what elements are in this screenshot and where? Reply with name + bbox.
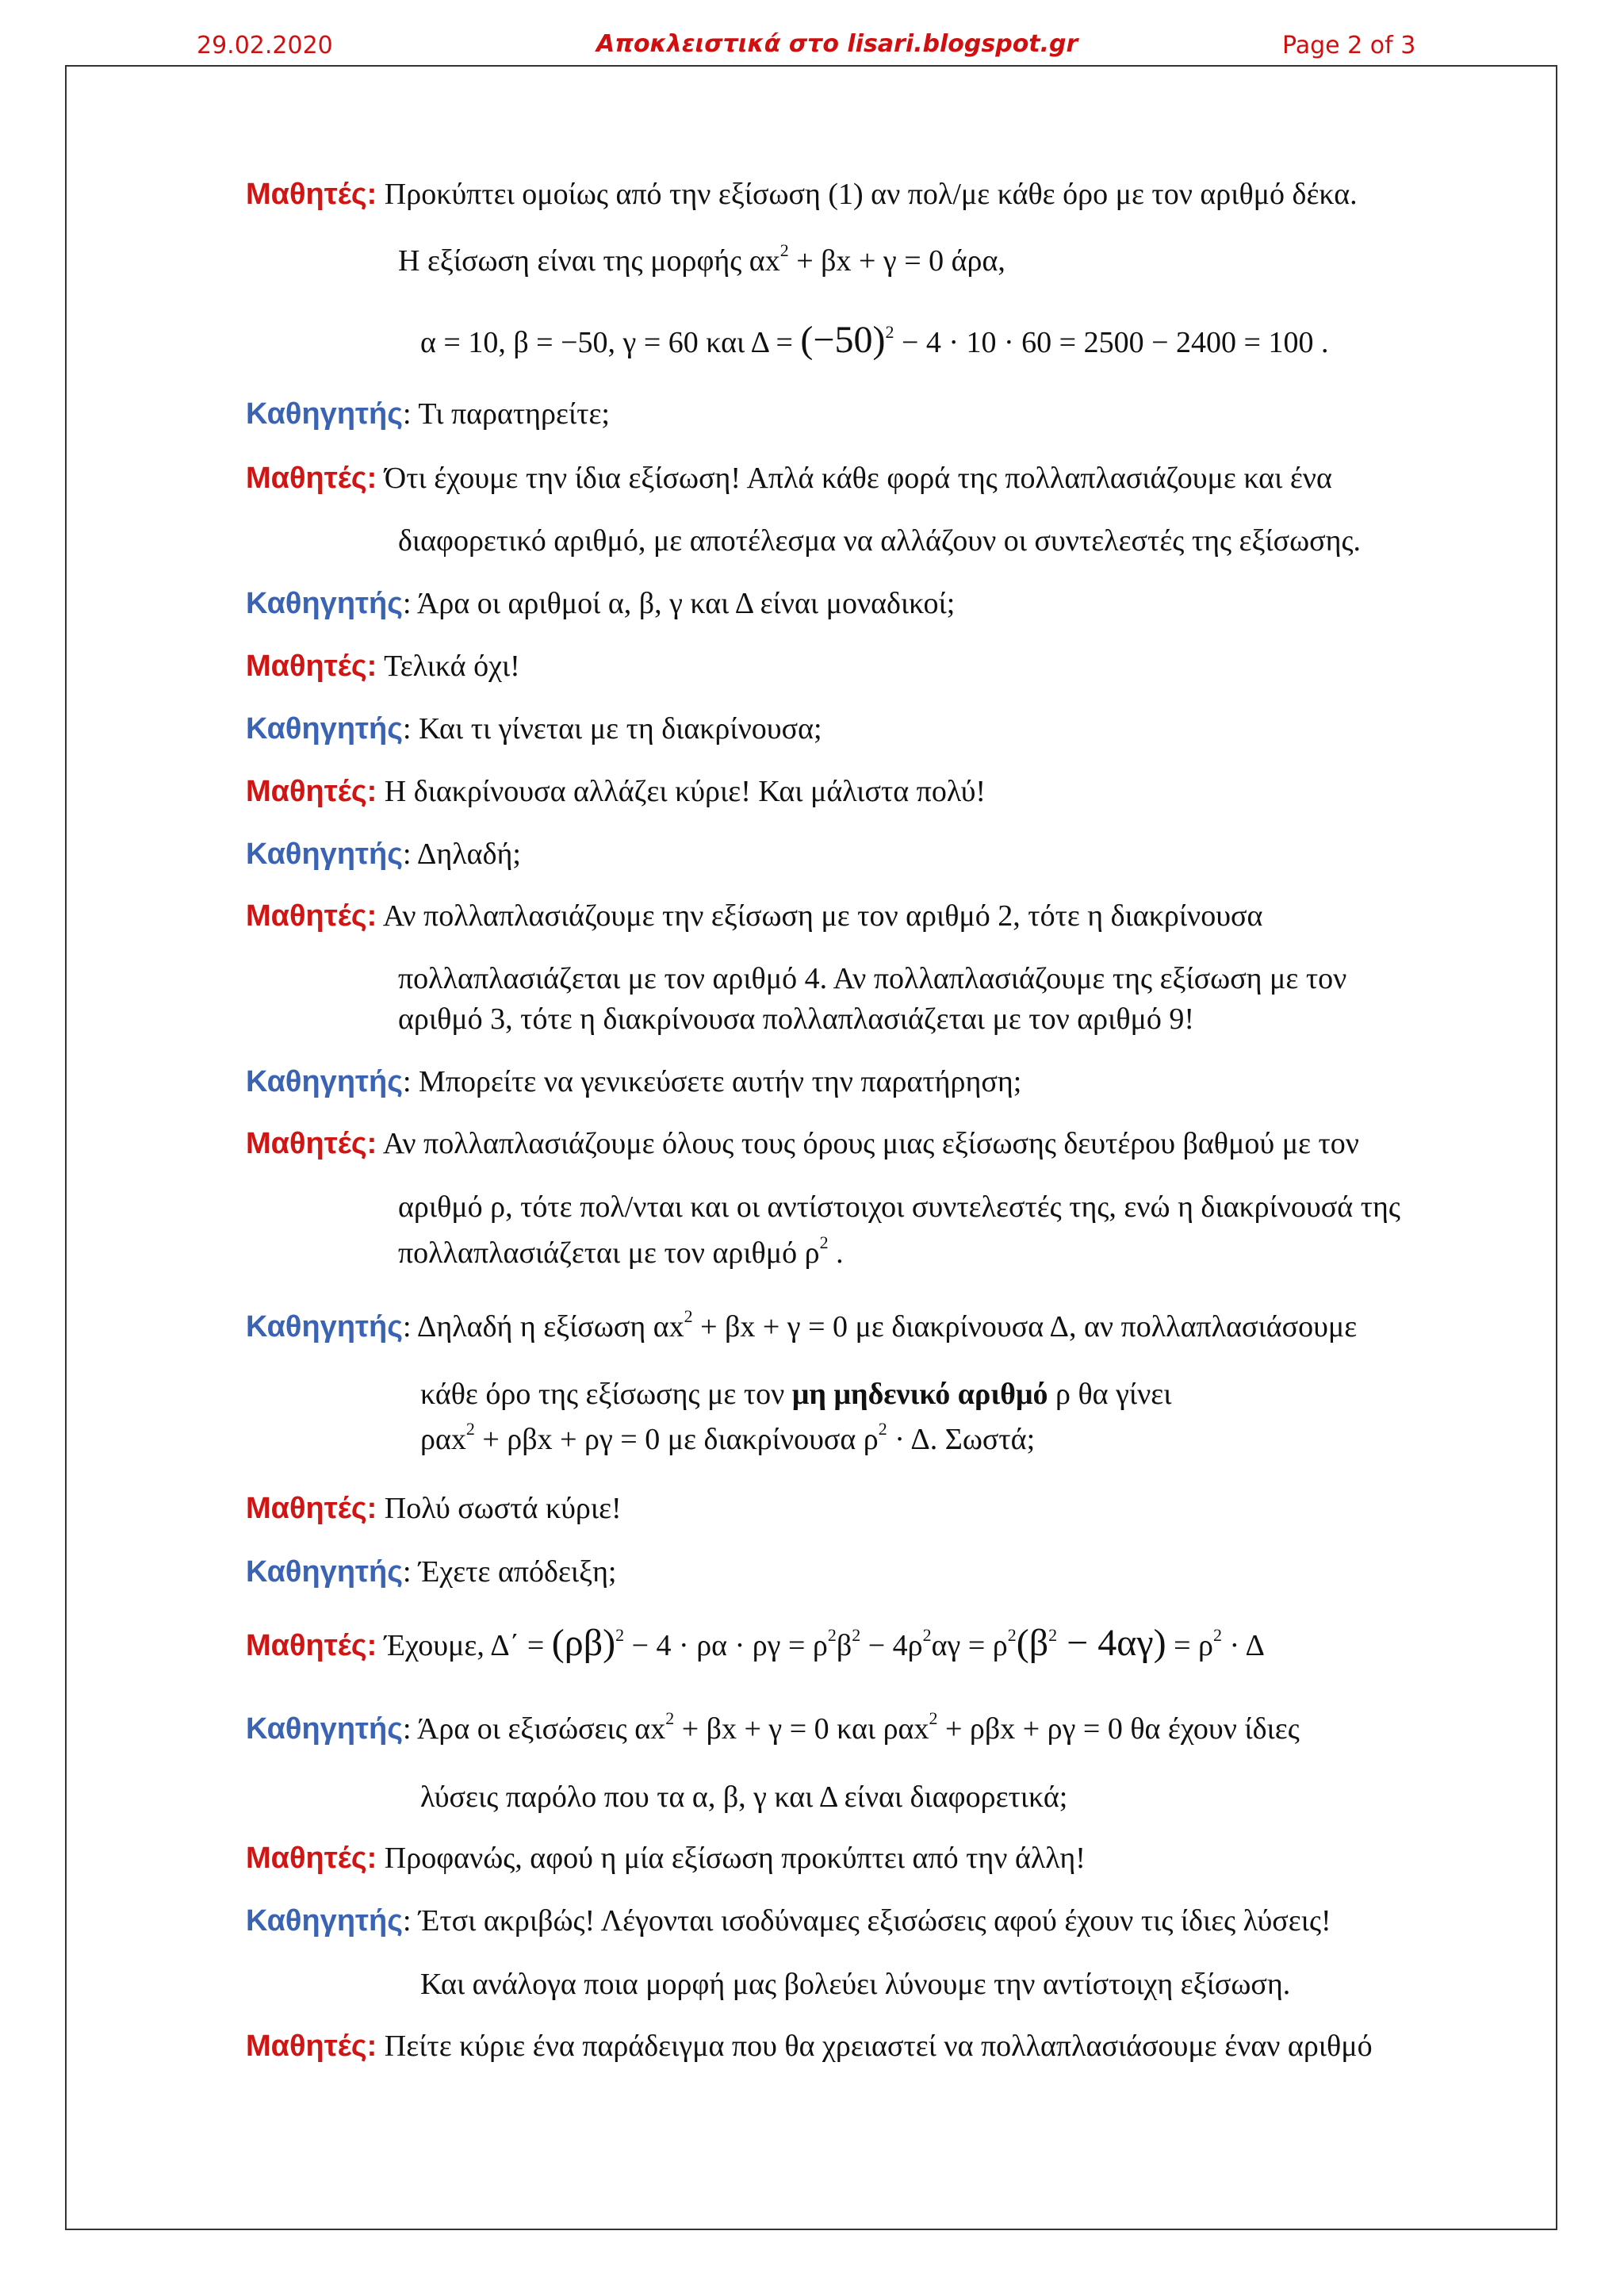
math: − 4αγ) xyxy=(1057,1622,1166,1664)
dialogue-line xyxy=(398,1232,844,1271)
line-text: ρ θα γίνει xyxy=(1048,1378,1172,1411)
speaker-teacher: Καθηγητής xyxy=(246,712,403,746)
line-text: διαφορετικό αριθμό, με αποτέλεσμα να αλλάζουν οι συντελεστές της εξίσωσης. xyxy=(398,524,1362,558)
dialogue-line xyxy=(246,837,521,872)
dialogue-line xyxy=(246,1903,1331,1938)
emphasis: μη μηδενικό αριθμό xyxy=(791,1378,1048,1411)
dialogue-line xyxy=(246,586,955,621)
math: − 4 · 10 · 60 = 2500 − 2400 = 100 . xyxy=(894,326,1329,359)
line-text: Και ανάλογα ποια μορφή μας βολεύει λύνουμε την αντίστοιχη εξίσωση. xyxy=(420,1968,1291,2001)
line-text: αριθμό ρ, τότε πολ/νται και οι αντίστοιχοι συντελεστές της, ενώ η διακρίνουσά της xyxy=(398,1190,1400,1224)
speaker-student: Μαθητές: xyxy=(246,1492,377,1525)
dialogue-line xyxy=(398,523,1361,558)
math: (ρβ) xyxy=(551,1622,616,1664)
dialogue-line xyxy=(246,1306,1358,1344)
math: − 4ρ xyxy=(860,1629,923,1662)
dialogue-line xyxy=(246,1622,1265,1664)
dialogue-line xyxy=(246,461,1332,496)
speaker-teacher: Καθηγητής xyxy=(246,1065,403,1098)
line-text: λύσεις παρόλο που τα α, β, γ και Δ είναι διαφορετικά; xyxy=(420,1780,1068,1814)
line-text: : Τι παρατηρείτε; xyxy=(402,397,610,431)
superscript: 2 xyxy=(1007,1625,1017,1645)
superscript: 2 xyxy=(615,1625,625,1645)
line-text: Ότι έχουμε την ίδια εξίσωση! Απλά κάθε φορά της πολλαπλασιάζουμε και ένα xyxy=(384,462,1332,495)
superscript: 2 xyxy=(819,1232,829,1252)
speaker-student: Μαθητές: xyxy=(246,178,377,211)
math: (β xyxy=(1016,1622,1049,1664)
line-text: + βx + γ = 0 και ραx xyxy=(674,1712,929,1746)
math: αγ = ρ xyxy=(931,1629,1008,1662)
dialogue-line xyxy=(246,711,822,746)
superscript: 2 xyxy=(1212,1625,1222,1645)
dialogue-line xyxy=(398,240,1005,278)
dialogue-line xyxy=(246,2029,1373,2064)
math: · Δ. Σωστά; xyxy=(887,1423,1036,1456)
header-page-number: Page 2 of 3 xyxy=(1282,32,1416,59)
math: (−50) xyxy=(800,319,886,361)
line-text: : Έτσι ακριβώς! Λέγονται ισοδύναμες εξισώσεις αφού έχουν τις ίδιες λύσεις! xyxy=(402,1904,1331,1938)
line-text: + ρβx + ργ = 0 θα έχουν ίδιες xyxy=(937,1712,1300,1746)
speaker-student: Μαθητές: xyxy=(246,899,377,933)
line-text: Η εξίσωση είναι της μορφής xyxy=(398,244,749,278)
line-text: . xyxy=(828,1236,844,1270)
math: ραx xyxy=(420,1423,466,1456)
line-text: Τελικά όχι! xyxy=(384,650,520,683)
line-text: αριθμό 3, τότε η διακρίνουσα πολλαπλασιάζεται με τον αριθμό 9! xyxy=(398,1002,1195,1036)
page-header xyxy=(0,27,1624,67)
dialogue-line xyxy=(246,1126,1359,1161)
dialogue-line xyxy=(246,1708,1300,1746)
dialogue-line xyxy=(398,961,1346,996)
speaker-teacher: Καθηγητής xyxy=(246,1310,403,1343)
speaker-teacher: Καθηγητής xyxy=(246,838,403,871)
line-text: : Μπορείτε να γενικεύσετε αυτήν την παρατήρηση; xyxy=(402,1065,1022,1098)
speaker-teacher: Καθηγητής xyxy=(246,1712,403,1746)
line-text: : Δηλαδή η εξίσωση αx xyxy=(402,1310,684,1343)
line-text: άρα, xyxy=(944,244,1005,278)
math-line xyxy=(420,319,1329,361)
superscript: 2 xyxy=(922,1625,932,1645)
line-text: Η διακρίνουσα αλλάζει κύριε! Και μάλιστα πολύ! xyxy=(384,775,986,808)
dialogue-line xyxy=(246,1491,622,1526)
line-text: κάθε όρο της εξίσωσης με τον xyxy=(420,1378,792,1411)
superscript: 2 xyxy=(827,1625,837,1645)
header-date: 29.02.2020 xyxy=(197,32,333,59)
line-text: : Άρα οι εξισώσεις αx xyxy=(402,1712,666,1746)
math-line xyxy=(420,1419,1036,1457)
superscript: 2 xyxy=(885,322,894,342)
dialogue-line xyxy=(246,649,520,684)
math: · Δ xyxy=(1221,1629,1265,1662)
superscript: 2 xyxy=(779,240,789,260)
line-text: : Δηλαδή; xyxy=(402,838,521,871)
line-text: Αν πολλαπλασιάζουμε όλους τους όρους μιας εξίσωσης δευτέρου βαθμού με τον xyxy=(382,1127,1359,1160)
dialogue-line xyxy=(246,1064,1021,1099)
dialogue-line xyxy=(246,1554,617,1589)
superscript: 2 xyxy=(852,1625,861,1645)
math: = ρ xyxy=(1166,1629,1213,1662)
speaker-student: Μαθητές: xyxy=(246,650,377,683)
dialogue-line xyxy=(398,1190,1400,1225)
speaker-student: Μαθητές: xyxy=(246,1842,377,1875)
superscript: 2 xyxy=(465,1419,475,1439)
superscript: 2 xyxy=(929,1708,938,1728)
dialogue-line xyxy=(246,774,986,809)
speaker-teacher: Καθηγητής xyxy=(246,587,403,620)
line-text: : Έχετε απόδειξη; xyxy=(402,1555,617,1589)
math: + βx + γ = 0 xyxy=(788,244,944,278)
header-site: Αποκλειστικά στο lisari.blogspot.gr xyxy=(596,30,1078,58)
line-text: : Και τι γίνεται με τη διακρίνουσα; xyxy=(402,712,822,746)
line-text: πολλαπλασιάζεται με τον αριθμό 4. Αν πολλαπλασιάζουμε της εξίσωση με τον xyxy=(398,962,1347,995)
speaker-teacher: Καθηγητής xyxy=(246,1904,403,1938)
math: β xyxy=(836,1629,852,1662)
speaker-student: Μαθητές: xyxy=(246,1629,377,1662)
line-text: : Άρα οι αριθμοί α, β, γ και Δ είναι μοναδικοί; xyxy=(402,587,956,620)
line-text: πολλαπλασιάζεται με τον αριθμό ρ xyxy=(398,1236,820,1270)
superscript: 2 xyxy=(1048,1625,1058,1645)
dialogue-line xyxy=(398,1002,1194,1037)
line-text: Προφανώς, αφού η μία εξίσωση προκύπτει από την άλλη! xyxy=(384,1842,1086,1875)
math: Έχουμε, Δ΄ = xyxy=(384,1629,552,1662)
dialogue-line xyxy=(420,1780,1067,1815)
speaker-student: Μαθητές: xyxy=(246,462,377,495)
speaker-teacher: Καθηγητής xyxy=(246,397,403,431)
line-text: Πείτε κύριε ένα παράδειγμα που θα χρειαστεί να πολλαπλασιάσουμε έναν αριθμό xyxy=(384,2030,1373,2063)
line-text: + βx + γ = 0 με διακρίνουσα Δ, αν πολλαπλασιάσουμε xyxy=(692,1310,1358,1343)
line-text: Αν πολλαπλασιάζουμε την εξίσωση με τον αριθμό 2, τότε η διακρίνουσα xyxy=(382,899,1263,933)
speaker-student: Μαθητές: xyxy=(246,775,377,808)
speaker-student: Μαθητές: xyxy=(246,2030,377,2063)
dialogue-line xyxy=(246,1841,1086,1876)
superscript: 2 xyxy=(684,1306,693,1326)
dialogue-line xyxy=(420,1967,1290,2002)
line-text: Πολύ σωστά κύριε! xyxy=(384,1492,622,1525)
math: αx xyxy=(749,244,780,278)
dialogue-line xyxy=(246,177,1358,212)
speaker-student: Μαθητές: xyxy=(246,1127,377,1160)
dialogue-line xyxy=(246,899,1262,933)
dialogue-line xyxy=(420,1377,1171,1412)
math: + ρβx + ργ = 0 με διακρίνουσα ρ xyxy=(474,1423,879,1456)
speaker-teacher: Καθηγητής xyxy=(246,1555,403,1589)
superscript: 2 xyxy=(665,1708,675,1728)
math: α = 10, β = −50, γ = 60 και Δ = xyxy=(420,326,801,359)
superscript: 2 xyxy=(878,1419,887,1439)
line-text: Προκύπτει ομοίως από την εξίσωση (1) αν πολ/με κάθε όρο με τον αριθμό δέκα. xyxy=(384,178,1358,211)
dialogue-line xyxy=(246,397,610,431)
math: − 4 · ρα · ργ = ρ xyxy=(624,1629,828,1662)
